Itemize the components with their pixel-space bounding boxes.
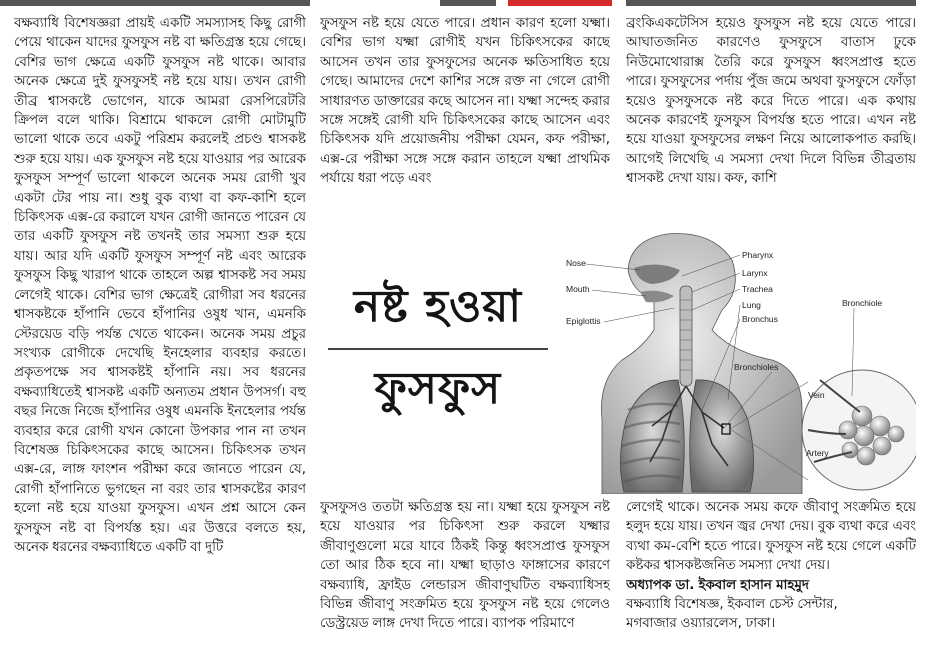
label-nose: Nose — [566, 258, 586, 268]
headline-line-2: ফুসফুস — [374, 363, 502, 414]
article-column-3-bottom — [626, 498, 916, 660]
top-rule-accent — [508, 0, 612, 6]
article-paragraph: ব্রংকিএকটেসিস হয়েও ফুসফুস নষ্ট হয়ে যেতে পারে। আঘাতজনিত কারণেও ফুসফুসে বাতাস ঢুকে নিউমোথোরাক্স তৈরি করে ফুসফুস ধ্বংসপ্রাপ্ত হতে পারে। ফুসফুসের পর্দায় পুঁজ জমে অথবা ফুসফুসে ফোঁড়া হয়েও ফুসফুসকে নষ্ট করে দিতে পারে। এক কথায় অনেক কারণেই ফুসফুস বিপর্যস্ত হতে পারে। এখন নষ্ট হয়ে যাওয়া ফুসফুসের লক্ষণ নিয়ে আলোকপাত করছি। আগেই লিখেছি এ সমস্যা দেখা দিলে বিভিন্ন তীব্রতায় শ্বাসকষ্ট দেখা যায়। কফ, কাশি — [626, 16, 916, 187]
label-trachea: Trachea — [742, 284, 773, 294]
article-column-3-top — [626, 14, 916, 230]
label-mouth: Mouth — [566, 284, 590, 294]
top-rule-left — [0, 0, 310, 6]
top-rule-mid — [440, 0, 496, 6]
author-name: অধ্যাপক ডা. ইকবাল হাসান মাহমুদ — [626, 577, 809, 593]
author-address: মগবাজার ওয়্যারলেস, ঢাকা। — [626, 616, 776, 632]
article-paragraph: ফুসফুস নষ্ট হয়ে যেতে পারে। প্রধান কারণ হলো যক্ষ্মা। বেশির ভাগ যক্ষ্মা রোগীই যখন চিকিৎসকের কাছে আসেন তখন তার ফুসফুসের অনেক ক্ষতিসাধিত হয়ে গেছে। আমাদের দেশে কাশির সঙ্গে রক্ত না গেলে রোগী সাধারণত ডাক্তারের কছে আসেন না। যক্ষ্মা সন্দেহ করার সঙ্গে সঙ্গেই রোগী যদি চিকিৎসকের কাছে আসেন এবং চিকিৎসক যদি প্রয়োজনীয় পরীক্ষা যেমন, কফ পরীক্ষা, এক্স-রে পরীক্ষা সঙ্গে সঙ্গে করান তাহলে যক্ষ্মা প্রাথমিক পর্যায়ে ধরা পড়ে এবং — [320, 16, 610, 187]
label-bronchioles: Bronchioles — [734, 362, 779, 372]
headline-line-1: নষ্ট হওয়া — [353, 281, 523, 332]
label-bronchus: Bronchus — [742, 314, 778, 324]
label-vein: Vein — [808, 390, 825, 400]
label-pharynx: Pharynx — [742, 250, 774, 260]
article-paragraph: ফুসফুসও ততটা ক্ষতিগ্রস্ত হয় না। যক্ষ্মা হয়ে ফুসফুস নষ্ট হয়ে যাওয়ার পর চিকিৎসা শুরু করলে যক্ষ্মার জীবাণুগুলো মরে যাবে ঠিকই কিন্তু ধ্বংসপ্রাপ্ত ফুসফুস তো আর ঠিক হবে না। যক্ষ্মা ছাড়াও ফাঙ্গাসের কারণে বক্ষব্যাধি, ফ্রাইড লেন্ডারস জীবাণুঘটিত বক্ষব্যাধিসহ বিভিন্ন জীবাণু সংক্রমিত হয়ে ফুসফুস নষ্ট হয়ে গেলেও ডেস্ট্রয়েড লাঙ্গ দেখা দিতে পারে। ব্যাপক পরিমাণে — [320, 500, 610, 632]
article-paragraph: লেগেই থাকে। অনেক সময় কফে জীবাণু সংক্রমিত হয়ে হলুদ হয়ে যায়। তখন জ্বর দেখা দেয়। বুক ব্যথা করে এবং ব্যথা কম-বেশি হতে পারে। ফুসফুস নষ্ট হয়ে গেলে একটি কষ্টকর শ্বাসকষ্টজনিত সমস্যা দেখা দেয়। — [626, 500, 916, 574]
label-larynx: Larynx — [742, 268, 768, 278]
label-lung: Lung — [742, 300, 761, 310]
trachea — [680, 286, 692, 386]
article-column-1 — [14, 14, 306, 660]
respiratory-system-illustration — [562, 230, 916, 494]
article-paragraph: বক্ষব্যাধি বিশেষজ্ঞরা প্রায়ই একটি সমস্যাসহ কিছু রোগী পেয়ে থাকেন যাদের ফুসফুস নষ্ট বা ক্ষতিগ্রস্ত হয়ে গেছে। বেশির ভাগ ক্ষেত্রে একটি ফুসফুস নষ্ট থাকে। আবার অনেক ক্ষেত্রে দুই ফুসফুসই নষ্ট হয়ে যায়। তখন রোগী তীব্র শ্বাসকষ্টে ভোগেন, যাকে আমরা রেসপিরেটরি ক্রিপল বলে থাকি। বিশ্রামে থাকলে রোগী মোটামুটি ভালো থাকে তবে একটু পরিশ্রম করলেই প্রচণ্ড শ্বাসকষ্ট শুরু হয়ে যায়। এক ফুসফুস নষ্ট হয়ে যাওয়ার পর আরেক ফুসফুস সম্পূর্ণ ভালো থাকলে অনেক সময় রোগী খুব একটা টের পায় না। শুধু বুক ব্যথা বা কফ-কাশি হলে চিকিৎসক এক্স-রে করালে যখন রোগী জানতে পারেন যে তার একটি ফুসফুস নষ্ট তখনই তার সমস্যা শুরু হয়ে যায়। আর যদি একটি ফুসফুস সম্পূর্ণ নষ্ট এবং আরেক ফুসফুস কিছু খারাপ থাকে তাহলে অল্প শ্বাসকষ্ট সব সময় লেগেই থাকে। বেশির ভাগ ক্ষেত্রেই রোগীরা সব ধরনের শ্বাসকষ্টকে হাঁপানি ভেবে হাঁপানির ওষুধ খান, এমনকি স্টেরয়েড বড়ি পর্যন্ত খেতে থাকেন। অনেক সময় প্রচুর সংখ্যক রোগীকে দেখেছি ইনহেলার ব্যবহার করতে। প্রকৃতপক্ষে সব শ্বাসকষ্টই হাঁপানি নয়। সব ধরনের বক্ষব্যাধিতেই শ্বাসকষ্ট একটি অন্যতম প্রধান উপসর্গ। বহু বছর নিজে নিজে হাঁপানির ওষুধ এমনকি ইনহেলার পর্যন্ত ব্যবহার করে রোগী যখন কোনো উপকার পান না তখন বিশেষজ্ঞ চিকিৎসকের কাছে আসেন। চিকিৎসক তখন এক্স-রে, লাঙ্গ ফাংশন পরীক্ষা করে জানতে পারেন যে, রোগী হাঁপানিতে ভুগছেন না বরং তার শ্বাসকষ্টের কারণ হলো নষ্ট হয়ে যাওয়া ফুসফুস। এখন প্রশ্ন আসে কেন ফুসফুস নষ্ট বা বিপর্যস্ত হয়। এর উত্তরে বলতে হয়, অনেক ধরনের বক্ষব্যাধিতে একটি বা দুটি — [14, 16, 306, 555]
author-designation: বক্ষব্যাধি বিশেষজ্ঞ, ইকবাল চেস্ট সেন্টার, — [626, 597, 838, 613]
label-epiglottis: Epiglottis — [566, 316, 601, 326]
lung-anatomy-svg — [562, 230, 916, 494]
top-rule-right — [626, 0, 916, 6]
article-column-2-top — [320, 14, 610, 230]
headline-block — [318, 276, 558, 442]
article-column-2-bottom — [320, 498, 610, 660]
label-bronchiole: Bronchiole — [842, 298, 883, 308]
label-artery: Artery — [806, 448, 829, 458]
headline-divider — [328, 348, 548, 350]
